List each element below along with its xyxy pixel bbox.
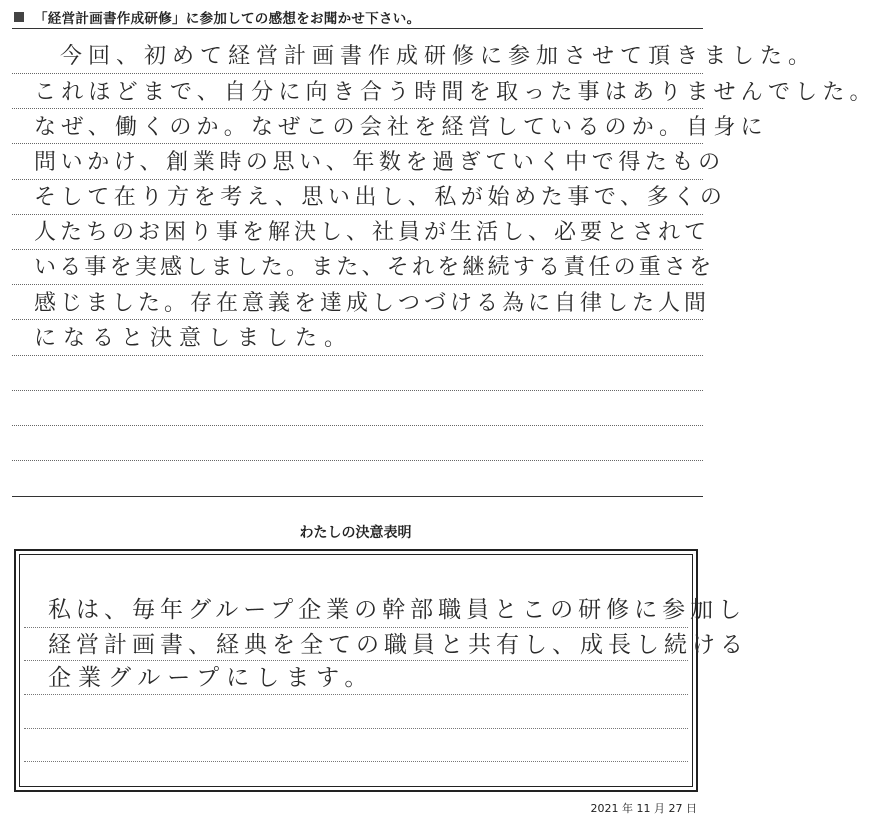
square-bullet-icon bbox=[14, 12, 24, 22]
ruled-line bbox=[12, 73, 703, 74]
handwritten-answer-line: そして在り方を考え、思い出し、私が始めた事で、多くの bbox=[34, 185, 727, 210]
answer-area-bottom-border bbox=[12, 496, 703, 497]
ruled-line bbox=[12, 179, 703, 180]
ruled-line bbox=[24, 694, 688, 695]
ruled-line bbox=[12, 425, 703, 426]
ruled-line bbox=[12, 319, 703, 320]
ruled-line bbox=[24, 761, 688, 762]
ruled-line bbox=[12, 214, 703, 215]
handwritten-declaration-line: 経営計画書、経典を全ての職員と共有し、成長し続ける bbox=[48, 632, 748, 658]
ruled-line bbox=[24, 728, 688, 729]
ruled-line bbox=[12, 460, 703, 461]
ruled-line bbox=[24, 660, 688, 661]
answer-area-top-border bbox=[12, 28, 703, 29]
survey-question-header bbox=[14, 6, 420, 28]
ruled-line bbox=[12, 284, 703, 285]
ruled-line bbox=[12, 390, 703, 391]
handwritten-answer-line: これほどまで、自分に向き合う時間を取った事はありませんでした。 bbox=[34, 80, 877, 105]
handwritten-answer-line: 感じました。存在意義を達成しつづける為に自律した人間 bbox=[34, 291, 711, 316]
handwritten-declaration-line: 企業グループにします。 bbox=[48, 665, 375, 691]
ruled-line bbox=[12, 108, 703, 109]
handwritten-answer-line: 問いかけ、創業時の思い、年数を過ぎていく中で得たもの bbox=[34, 150, 725, 175]
ruled-line bbox=[12, 355, 703, 356]
declaration-box bbox=[14, 549, 748, 792]
handwritten-answer-line: 人たちのお困り事を解決し、社員が生活し、必要とされて bbox=[34, 220, 711, 245]
handwritten-answer-line: いる事を実感しました。また、それを継続する責任の重さを bbox=[34, 255, 715, 280]
ruled-line bbox=[12, 249, 703, 250]
handwritten-declaration-line: 私は、毎年グループ企業の幹部職員とこの研修に参加し bbox=[48, 597, 747, 623]
ruled-line bbox=[24, 627, 688, 628]
handwritten-answer-line: になると決意しました。 bbox=[34, 326, 354, 351]
ruled-line bbox=[12, 143, 703, 144]
declaration-title: わたしの決意表明 bbox=[299, 525, 412, 541]
handwritten-answer-line: 今回、初めて経営計画書作成研修に参加させて頂きました。 bbox=[60, 44, 817, 69]
submission-date: 2021 年 11 月 27 日 bbox=[590, 802, 697, 815]
survey-question-title: 「経営計画書作成研修」に参加しての感想をお聞かせ下さい。 bbox=[34, 11, 421, 27]
handwritten-answer-line: なぜ、働くのか。なぜこの会社を経営しているのか。自身に bbox=[34, 115, 768, 140]
survey-answer-area bbox=[0, 28, 877, 498]
